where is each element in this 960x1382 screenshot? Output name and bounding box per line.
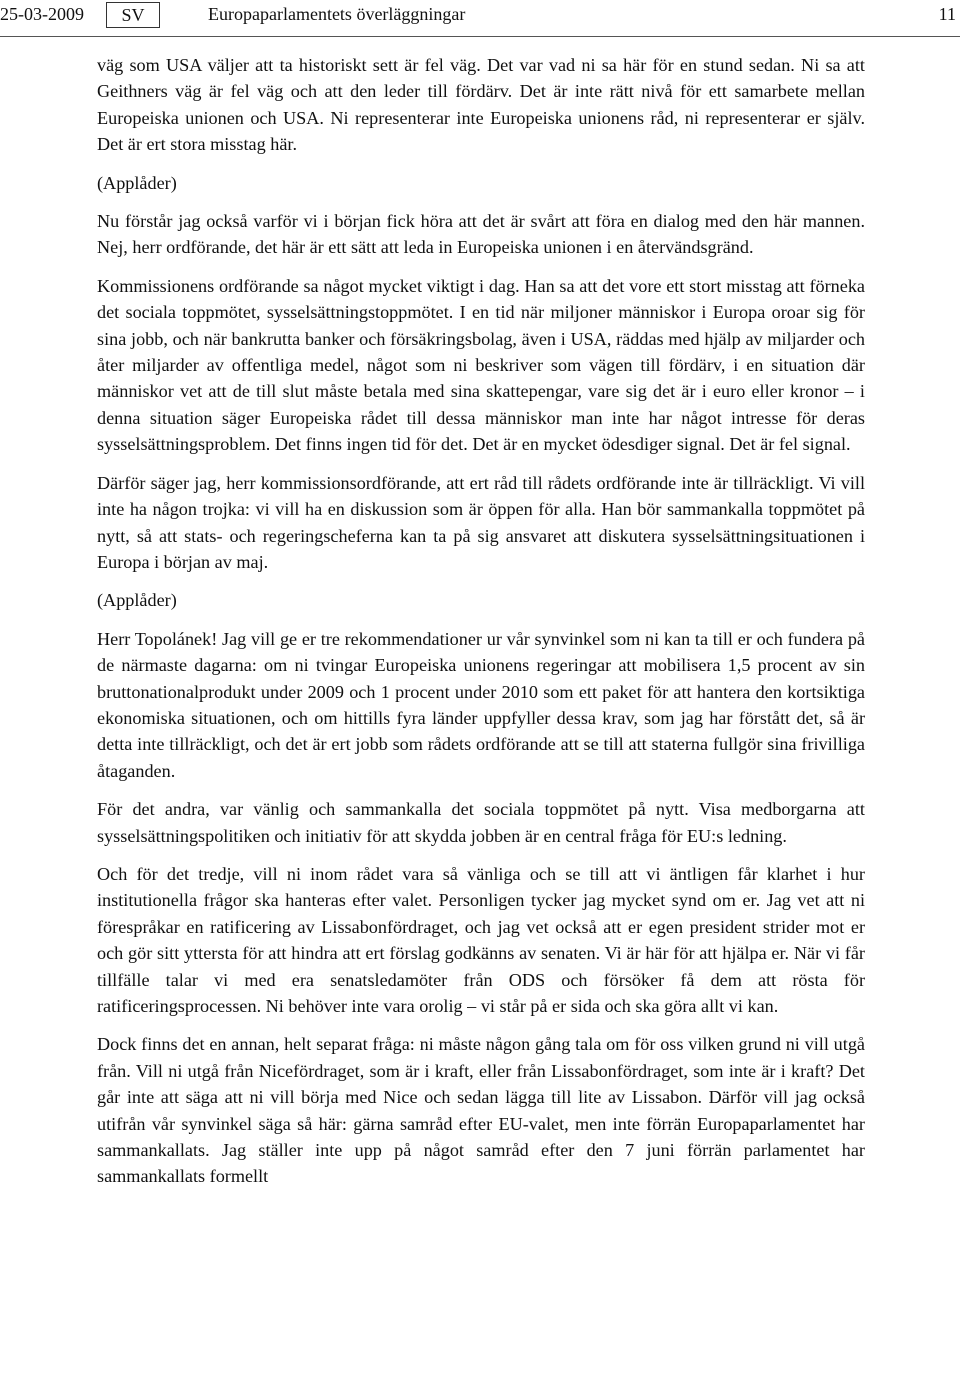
paragraph: För det andra, var vänlig och sammankalla det sociala toppmötet på nytt. Visa medborgarna att sysselsättningspolitiken och initiativ för att skydda jobben är en central fråga för EU:s ledning. <box>97 799 865 846</box>
paragraph: Nu förstår jag också varför vi i början fick höra att det är svårt att föra en dialog med den här mannen. Nej, herr ordförande, det här är ett sätt att leda in Europeiska unionen i en återvändsgränd. <box>97 211 865 258</box>
header-title: Europaparlamentets överläggningar <box>208 4 466 24</box>
applause-note: (Applåder) <box>97 172 177 193</box>
paragraph: Därför säger jag, herr kommissionsordförande, att ert råd till rådets ordförande inte är tillräckligt. Vi vill inte ha någon trojka: vi vill ha en diskussion som är öppen för alla. Han bör sammankalla toppmötet på nytt, så att stats- och regeringscheferna kan ta på sig ansvaret att diskutera sysselsättningsituationen i Europa i början av maj. <box>97 472 865 572</box>
page-number: 11 <box>938 4 956 24</box>
header-date: 25-03-2009 <box>0 4 84 24</box>
paragraph: Och för det tredje, vill ni inom rådet vara så vänliga och se till att vi äntligen får klarhet i hur institutionella frågor ska hanteras efter valet. Personligen tycker jag mycket synd om er. Jag vet att ni förespråkar en ratificering av Lissabonfördraget, och jag vet också att er egen president strider mot er och gör sitt yttersta för att hindra att ert förslag godkänns av senaten. Vi är här för att hjälpa er. När vi får tillfälle talar vi med era senatsledamöter från ODS och försöker få dem att rösta för ratificeringsprocessen. Ni behöver inte vara orolig – vi står på er sida och ska göra allt vi kan. <box>97 863 865 1016</box>
paragraph: väg som USA väljer att ta historiskt sett är fel väg. Det var vad ni sa här för en stund sedan. Ni sa att Geithners väg är fel väg och att den leder till fördärv. Det är inte rätt nivå för ett samarbete mellan Europeiska unionen och USA. Ni representerar inte Europeiska unionens råd, ni representerar er själv. Det är ert stora misstag här. <box>97 55 865 155</box>
document-body <box>97 52 865 1202</box>
paragraph: Dock finns det en annan, helt separat fråga: ni måste någon gång tala om för oss vilken grund ni vill utgå från. Vill ni utgå från Nicefördraget, som är i kraft, eller från Lissabonfördraget, som inte är i kraft? Det går inte att säga att ni vill börja med Nice och sedan lägga till lite av Lissabon. Därför vill jag också utifrån vår synvinkel säga så här: gärna samråd efter EU-valet, men inte förrän Europaparlamentet har sammankallats. Jag ställer inte upp på något samråd efter den 7 juni förrän parlamentet har sammankallats formellt <box>97 1034 865 1187</box>
paragraph: Kommissionens ordförande sa något mycket viktigt i dag. Han sa att det vore ett stort misstag att förneka det sociala toppmötet, sysselsättningstoppmötet. I en tid när miljoner människor i Europa oroar sig för sina jobb, och när bankrutta banker och försäkringsbolag, även i USA, räddas med hjälp av miljarder och åter miljarder av offentliga medel, något som ni beskriver som vägen till fördärv, i en situation där människor vet att de till slut måste betala med sina skattepengar, vare sig det är i euro eller kronor – i denna situation säger Europeiska rådet till dessa människor man inte har något intresse för deras sysselsättningsproblem. Det finns ingen tid för det. Det är en mycket ödesdiger signal. Det är fel signal. <box>97 275 865 455</box>
paragraph: Herr Topolánek! Jag vill ge er tre rekommendationer ur vår synvinkel som ni kan ta till er och fundera på de närmaste dagarna: om ni tvingar Europeiska unionens regeringar att mobilisera 1,5 procent av sin bruttonationalprodukt under 2009 och 1 procent under 2010 som ett paket för att hantera den kortsiktiga ekonomiska situationen, och om hittills fyra länder uppfyller dessa krav, som jag har förstått det, så är detta inte tillräckligt, och det är ert jobb som rådets ordförande att se till att staterna fullgör sina frivilliga åtaganden. <box>97 628 865 781</box>
language-badge: SV <box>106 2 160 28</box>
page-header <box>0 0 960 37</box>
applause-note: (Applåder) <box>97 590 177 611</box>
